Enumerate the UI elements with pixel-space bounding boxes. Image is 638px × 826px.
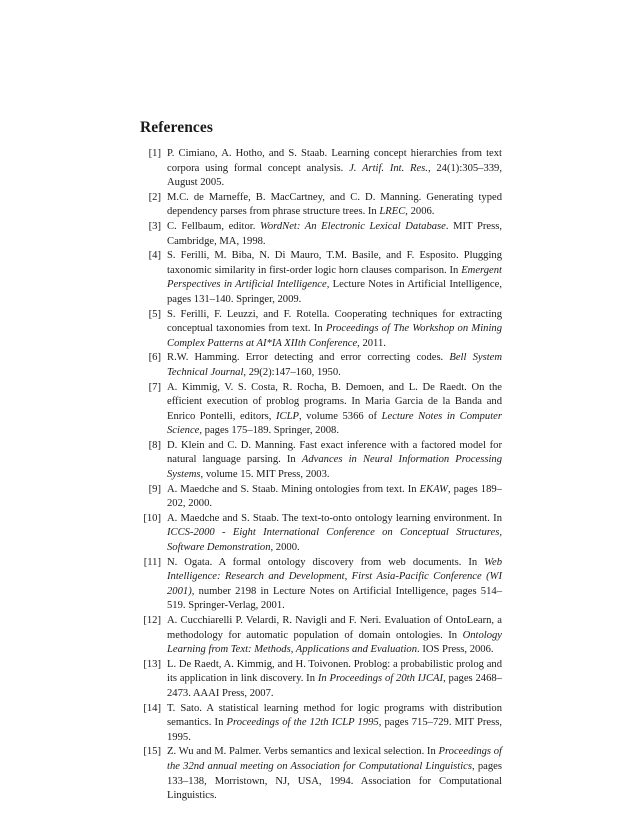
reference-entry [141, 308, 502, 352]
reference-venue: WordNet: An Electronic Lexical Database [259, 220, 446, 232]
reference-text [167, 439, 502, 483]
reference-segment: , 2006. [405, 206, 435, 218]
reference-number: [5] [148, 308, 161, 320]
reference-text [167, 308, 502, 352]
reference-number: [12] [143, 615, 161, 626]
reference-number: [15] [143, 746, 161, 758]
reference-entry [141, 439, 502, 483]
reference-text [167, 702, 502, 746]
reference-segment: C. Fellbaum, editor. [167, 220, 260, 232]
reference-text [167, 658, 502, 702]
reference-number: [9] [148, 483, 161, 495]
reference-segment: R.W. Hamming. Error detecting and error correcting codes. [167, 352, 450, 364]
reference-venue: Proceedings of The Workshop on Mining Complex Patterns at AI*IA XIIth Conference [167, 323, 502, 349]
reference-venue: Advances in Neural Information Processing Systems [167, 454, 502, 481]
reference-segment: S. Ferilli, F. Leuzzi, and F. Rotella. Cooperating techniques for extracting conceptual taxonomies from text. In [167, 308, 502, 335]
reference-entry [141, 614, 502, 658]
reference-venue: Web Intelligence: Research and Development, First Asia-Pacific Conference (WI 2001) [167, 556, 502, 597]
reference-segment: A. Maedche and S. Staab. Mining ontologies from text. In [167, 483, 420, 495]
reference-segment: A. Cucchiarelli P. Velardi, R. Navigli and F. Neri. Evaluation of OntoLearn, a methodology for automatic population of domain ontologies. In [167, 615, 502, 641]
reference-segment: L. De Raedt, A. Kimmig, and H. Toivonen. Problog: a probabilistic prolog and its application in link discovery. In [167, 658, 502, 685]
reference-number: [3] [148, 220, 161, 232]
reference-entry [141, 512, 502, 556]
reference-segment: . MIT Press, Cambridge, MA, 1998. [167, 220, 502, 247]
reference-segment: , 29(2):147–160, 1950. [243, 366, 341, 378]
reference-venue: In Proceedings of 20th IJCAI [317, 673, 444, 685]
reference-entry [141, 483, 502, 512]
reference-segment: , 24(1):305–339, August 2005. [167, 162, 502, 189]
reference-entry [141, 702, 502, 746]
reference-entry [141, 351, 502, 380]
reference-text [167, 249, 502, 307]
reference-venue: Proceedings of the 12th ICLP 1995 [226, 717, 379, 729]
reference-text [167, 614, 502, 658]
reference-number: [14] [143, 702, 161, 714]
reference-segment: Z. Wu and M. Palmer. Verbs semantics and lexical selection. In [167, 746, 439, 758]
reference-segment: , pages 189–202, 2000. [167, 483, 502, 510]
reference-venue: Lecture Notes in Computer Science [167, 410, 502, 437]
reference-entry [141, 220, 502, 249]
reference-segment: . IOS Press, 2006. [417, 644, 494, 656]
reference-number: [6] [148, 352, 161, 364]
reference-venue: ICCS-2000 - Eight International Conference on Conceptual Structures, Software Demonstration [167, 527, 502, 554]
reference-segment: T. Sato. A statistical learning method for logic programs with distribution semantics. In [167, 702, 502, 729]
reference-segment: , pages 133–138, Morristown, NJ, USA, 1994. Association for Computational Linguistics. [167, 760, 502, 802]
reference-segment: , 2011. [357, 337, 386, 349]
reference-entry [141, 745, 502, 803]
reference-text [167, 745, 502, 803]
reference-number: [4] [148, 250, 161, 262]
reference-venue: J. Artif. Int. Res. [349, 162, 428, 174]
reference-segment: , pages 715–729. MIT Press, 1995. [167, 717, 502, 743]
reference-segment: M.C. de Marneffe, B. MacCartney, and C. D. Manning. Generating typed dependency parses from phrase structure trees. In [167, 191, 502, 218]
reference-number: [11] [143, 556, 161, 568]
reference-venue: LREC [379, 206, 406, 218]
reference-venue: ICLP [276, 410, 299, 422]
reference-entry [141, 556, 502, 614]
reference-text [167, 191, 502, 220]
reference-venue: Bell System Technical Journal [167, 352, 502, 378]
reference-entry [141, 658, 502, 702]
reference-segment: A. Kimmig, V. S. Costa, R. Rocha, B. Demoen, and L. De Raedt. On the efficient execution of problog programs. In Maria Garcia de la Banda and Enrico Pontelli, editors, [167, 381, 502, 422]
reference-segment: P. Cimiano, A. Hotho, and S. Staab. Learning concept hierarchies from text corpora using formal concept analysis. [167, 148, 502, 174]
reference-entry [141, 381, 502, 439]
reference-entry [141, 249, 502, 307]
reference-number: [8] [148, 439, 161, 451]
references-heading: References [140, 119, 214, 136]
reference-text [167, 556, 502, 614]
reference-text [167, 147, 502, 191]
reference-segment: , Lecture Notes in Artificial Intelligence, pages 131–140. Springer, 2009. [167, 279, 502, 305]
reference-segment: N. Ogata. A formal ontology discovery from web documents. In [167, 556, 485, 568]
reference-number: [2] [148, 191, 161, 203]
reference-entry [141, 147, 502, 191]
reference-number: [13] [143, 658, 161, 670]
reference-text [167, 483, 502, 512]
reference-list [141, 147, 502, 804]
reference-number: [7] [148, 381, 161, 393]
reference-venue: Emergent Perspectives in Artificial Intelligence [167, 264, 502, 291]
reference-segment: , volume 15. MIT Press, 2003. [200, 469, 330, 481]
reference-segment: A. Maedche and S. Staab. The text-to-onto ontology learning environment. In [167, 512, 502, 524]
reference-segment: , pages 175–189. Springer, 2008. [199, 425, 339, 437]
reference-segment: , pages 2468–2473. AAAI Press, 2007. [167, 673, 502, 699]
reference-segment: , number 2198 in Lecture Notes on Artificial Intelligence, pages 514–519. Springer-Verlag, 2001. [167, 585, 502, 612]
reference-venue: Ontology Learning from Text: Methods, Applications and Evaluation [167, 629, 502, 656]
reference-text [167, 381, 502, 439]
reference-text [167, 512, 502, 556]
reference-segment: S. Ferilli, M. Biba, N. Di Mauro, T.M. Basile, and F. Esposito. Plugging taxonomic similarity in first-order logic horn clauses comparison. In [167, 250, 502, 276]
reference-venue: EKAW [419, 483, 448, 495]
reference-segment: , 2000. [270, 542, 300, 554]
reference-text [167, 220, 502, 249]
reference-text [167, 351, 502, 380]
reference-entry [141, 191, 502, 220]
reference-segment: D. Klein and C. D. Manning. Fast exact inference with a factored model for natural language parsing. In [167, 439, 502, 466]
reference-venue: Proceedings of the 32nd annual meeting on Association for Computational Linguistics [167, 746, 503, 772]
reference-segment: , volume 5366 of [298, 410, 382, 422]
reference-number: [10] [143, 512, 161, 524]
reference-number: [1] [148, 148, 161, 159]
